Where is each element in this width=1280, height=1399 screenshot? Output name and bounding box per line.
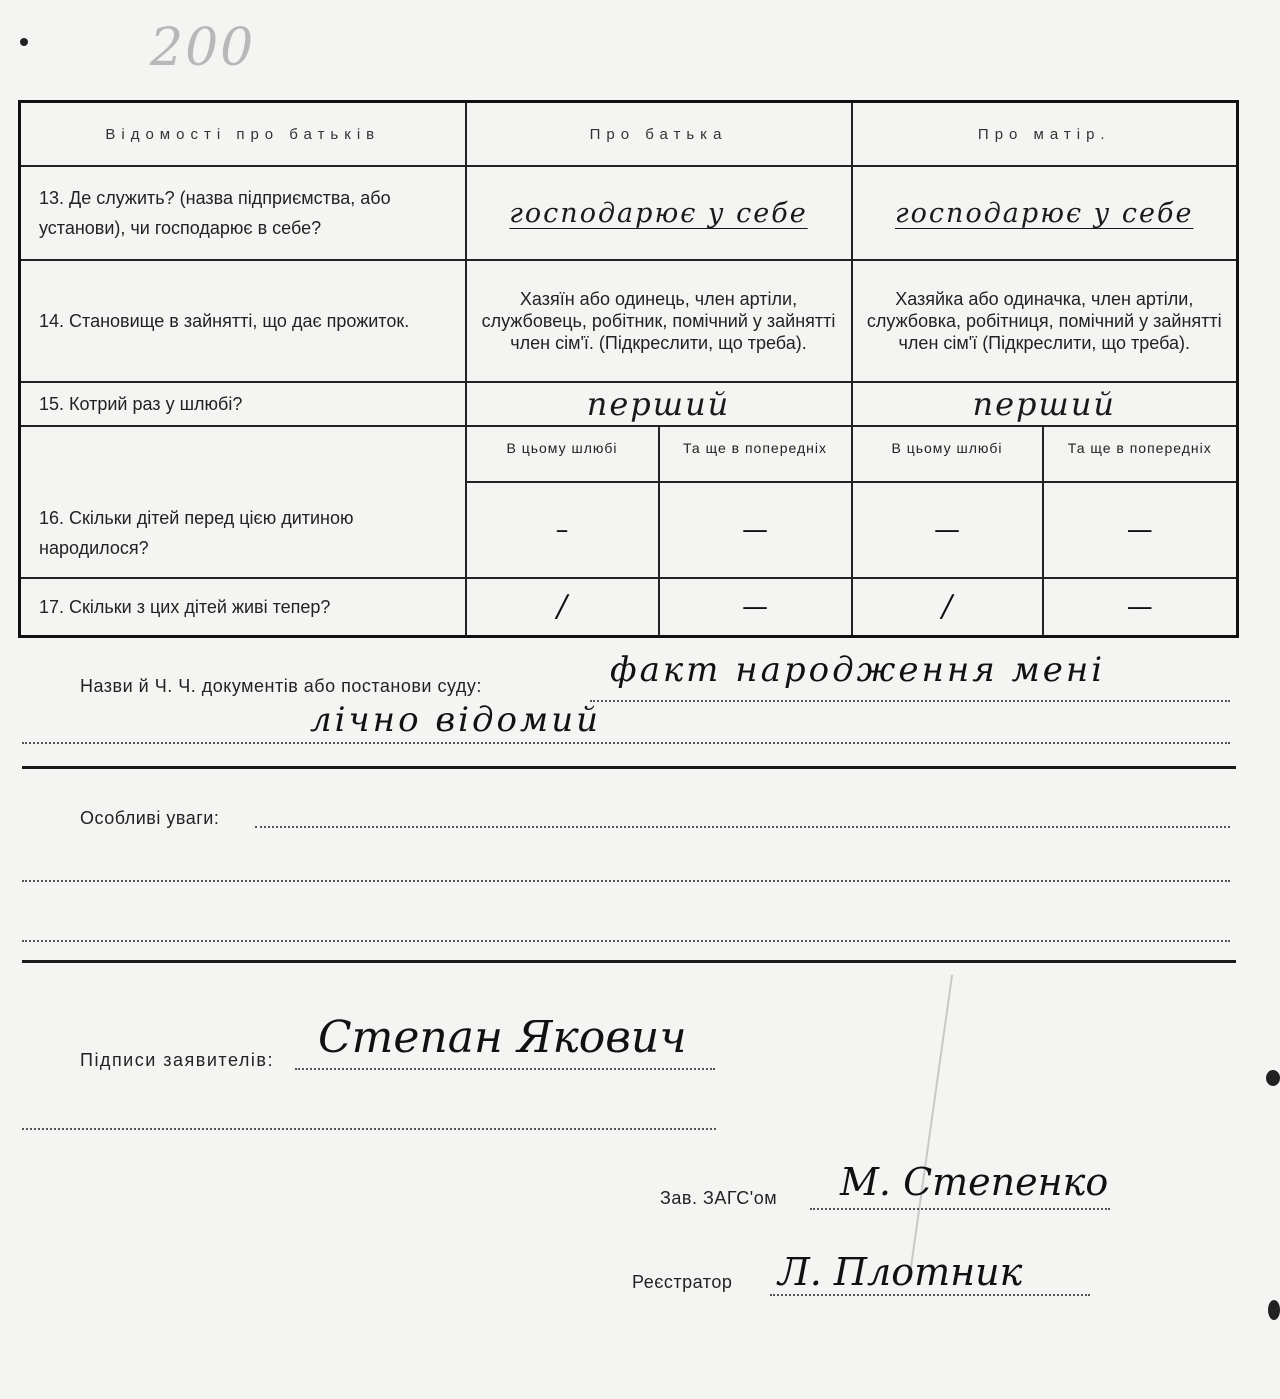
applicants-signature-line (295, 1068, 715, 1070)
remarks-label: Особливі уваги: (80, 808, 220, 828)
q16-father-previous: — (659, 482, 852, 578)
header-father: Про батька (466, 102, 852, 167)
q14-father-options: Хазяїн або одинець, член артіли, службовець, робітник, помічний у зайнятті член сім'ї. (Підкреслити, що треба). (466, 260, 852, 382)
q16-mother-this: — (852, 482, 1043, 578)
documents-label: Назви й Ч. Ч. документів або постанови суду: (80, 676, 482, 696)
q13-label: 13. Де служить? (назва підприємства, або установи), чи господарює в себе? (20, 166, 466, 260)
q16-mother-previous: — (1043, 482, 1238, 578)
q15-father-answer: перший (466, 382, 852, 426)
ink-spot (20, 38, 28, 46)
q16-label: 16. Скільки дітей перед цією дитиною народилося? (20, 426, 466, 578)
remarks-line-2 (22, 880, 1230, 882)
q17-label: 17. Скільки з цих дітей живі тепер? (20, 578, 466, 636)
zags-head-signature: М. Степенко (840, 1160, 1109, 1204)
remarks-line-3 (22, 940, 1230, 942)
hole-punch-mark-lower (1268, 1300, 1280, 1320)
parents-info-table (18, 100, 1239, 638)
pencil-archive-note: 200 (150, 18, 256, 78)
header-mother: Про матір. (852, 102, 1238, 167)
registrar-signature: Л. Плотник (778, 1250, 1023, 1294)
q14-mother-options: Хазяйка або одиначка, член артіли, службовка, робітниця, помічний у зайнятті член сім'ї (Підкреслити, що треба). (852, 260, 1238, 382)
applicants-signature-label: Підписи заявителів: (80, 1050, 274, 1070)
row-q15 (20, 382, 1238, 426)
q15-label: 15. Котрий раз у шлюбі? (20, 382, 466, 426)
documents-handwritten-2: лічно відомий (310, 700, 602, 740)
q17-father-this: / (466, 578, 659, 636)
q14-label: 14. Становище в зайнятті, що дає прожиток. (20, 260, 466, 382)
registrar-label: Реєстратор (632, 1272, 733, 1292)
paper-tear (909, 975, 953, 1275)
zags-signature-line (810, 1208, 1110, 1210)
registrar-signature-line (770, 1294, 1090, 1296)
q13-mother-answer: господарює у себе (852, 166, 1238, 260)
remarks-divider (22, 960, 1236, 963)
documents-divider (22, 766, 1236, 769)
subhead-father-previous: Та ще в попередніх (659, 426, 852, 482)
header-parents-info: Відомості про батьків (20, 102, 466, 167)
row-subheaders (20, 426, 1238, 482)
documents-handwritten-1: факт народження мені (610, 650, 1106, 690)
row-q17 (20, 578, 1238, 636)
row-q13 (20, 166, 1238, 260)
subhead-mother-previous: Та ще в попередніх (1043, 426, 1238, 482)
zags-head-label: Зав. ЗАГС'ом (660, 1188, 778, 1208)
documents-line-1 (590, 700, 1230, 702)
applicant-signature: Степан Якович (318, 1012, 687, 1063)
q13-father-answer: господарює у себе (466, 166, 852, 260)
documents-line-2 (22, 742, 1230, 744)
remarks-line-1 (255, 826, 1230, 828)
q17-mother-previous: — (1043, 578, 1238, 636)
row-q14 (20, 260, 1238, 382)
subhead-mother-this-marriage: В цьому шлюбі (852, 426, 1043, 482)
table-header-row (20, 102, 1238, 167)
q16-father-this: – (466, 482, 659, 578)
q17-father-previous: — (659, 578, 852, 636)
applicants-extra-line (22, 1128, 716, 1130)
hole-punch-mark (1266, 1070, 1280, 1086)
subhead-father-this-marriage: В цьому шлюбі (466, 426, 659, 482)
q17-mother-this: / (852, 578, 1043, 636)
q15-mother-answer: перший (852, 382, 1238, 426)
